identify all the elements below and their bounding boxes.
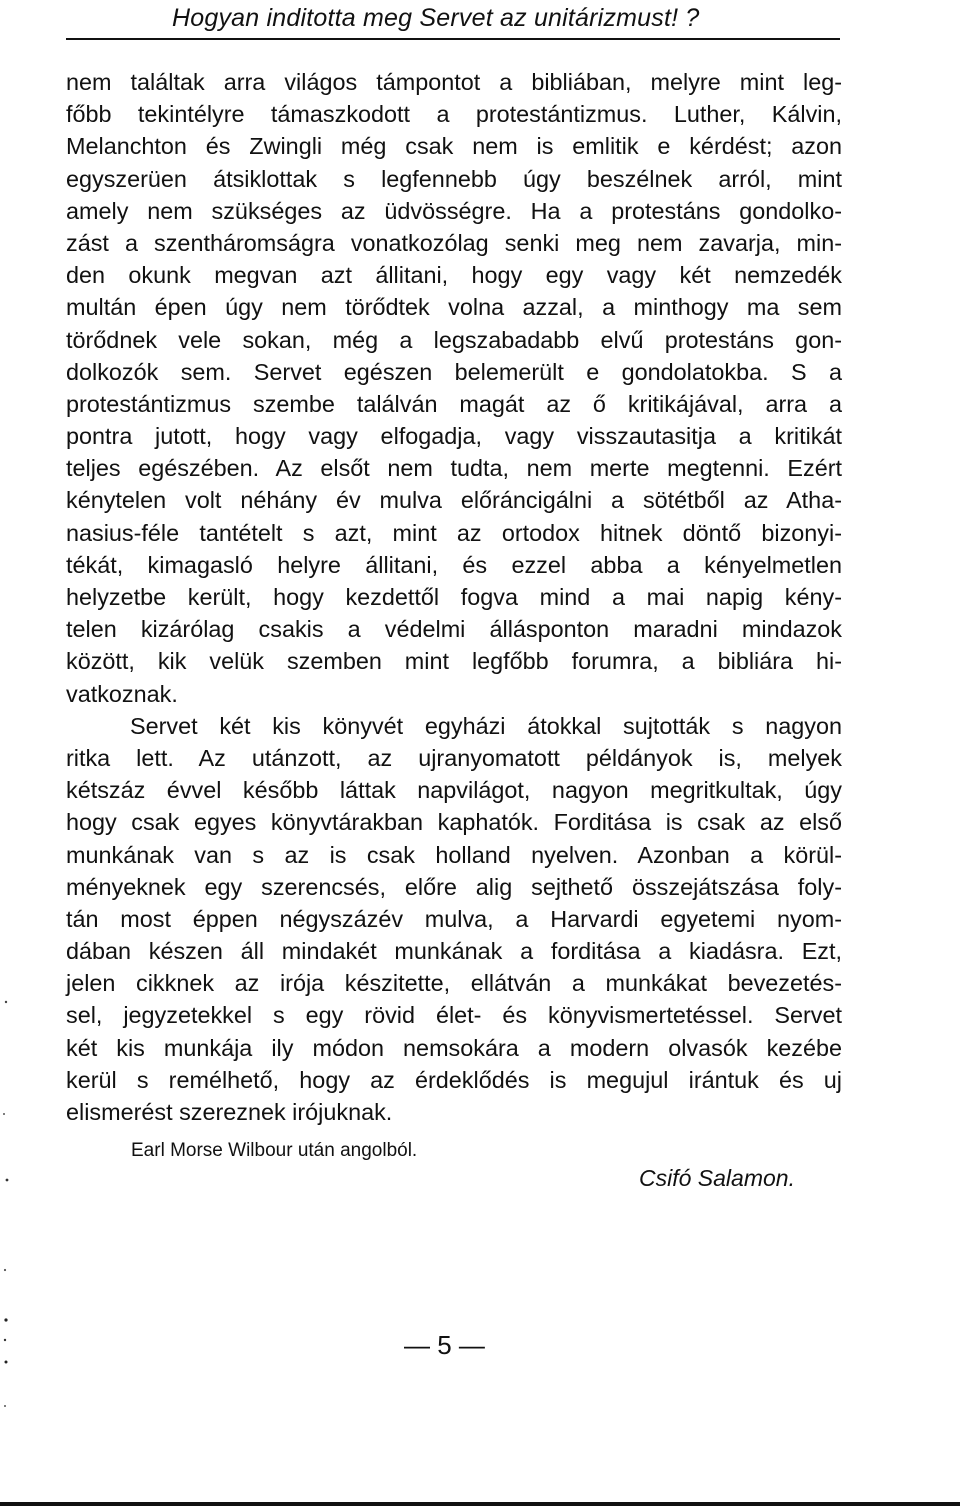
text-line: jelen cikknek az irója készitette, ellátván a munkákat bevezetés- — [66, 970, 842, 997]
text-line: törődnek vele sokan, még a legszabadabb elvű protestáns gon- — [66, 326, 842, 353]
text-line: egyszerüen átsiklottak s legfennebb úgy beszélnek arról, mint — [66, 165, 842, 192]
text-line: telen kizárólag csakis a védelmi állásponton maradni mindazok — [66, 616, 842, 643]
text-line: pontra jutott, hogy vagy elfogadja, vagy visszautasitja a kritikát — [66, 423, 842, 450]
page-number: — 5 — — [404, 1330, 485, 1360]
text-line: helyzetbe került, hogy kezdettől fogva mind a mai napig kény- — [66, 584, 842, 610]
text-line: amely nem szükséges az üdvösségre. Ha a protestáns gondolko- — [66, 197, 842, 224]
text-line: dában készen áll mindakét munkának a forditása a kiadásra. Ezt, — [66, 938, 842, 965]
text-line: tán most éppen négyszázév mulva, a Harvardi egyetemi nyom- — [66, 905, 842, 932]
text-line: két kis munkája ily módon nemsokára a modern olvasók kezébe — [66, 1034, 842, 1061]
paragraph-end-line: vatkoznak. — [66, 680, 178, 707]
paragraph-start-line: Servet két kis könyvét egyházi átokkal sujtották s nagyon — [130, 712, 842, 739]
text-line: zást a szentháromságra vonatkozólag senki meg nem zavarja, min- — [66, 229, 842, 256]
scan-edge-specks — [0, 980, 12, 1460]
text-line: den okunk megvan azt állitani, hogy egy vagy két nemzedék — [66, 262, 842, 289]
scan-bottom-border — [0, 1502, 960, 1506]
text-line: nasius-féle tantételt s azt, mint az ortodox hitnek döntő bizonyi- — [66, 519, 842, 546]
paragraph-end-line: elismerést szereznek irójuknak. — [66, 1099, 393, 1125]
text-line: sel, jegyzetekkel s egy rövid élet- és könyvismertetéssel. Servet — [66, 1002, 842, 1029]
text-line: munkának van s az is csak holland nyelven. Azonban a körül- — [66, 841, 842, 868]
text-line: nem találtak arra világos támpontot a bibliában, melyre mint leg- — [66, 69, 842, 95]
text-line: Melanchton és Zwingli még csak nem is emlitik e kérdést; azon — [66, 133, 842, 160]
text-line: kerül s remélhető, hogy az érdeklődés is megujul irántuk és uj — [66, 1066, 842, 1093]
text-line: ményeknek egy szerencsés, előre alig sejthető összejátszása foly- — [66, 873, 842, 900]
text-line: dolkozók sem. Servet egészen belemerült e gondolatokba. S a — [66, 358, 842, 385]
author-signature: Csifó Salamon. — [639, 1165, 795, 1191]
text-line: kénytelen volt néhány év mulva előráncigálni a sötétből az Atha- — [66, 487, 842, 514]
text-line: multán épen úgy nem törődtek volna azzal, a minthogy ma sem — [66, 294, 842, 321]
article-body — [66, 66, 842, 1128]
translation-source-note: Earl Morse Wilbour után angolból. — [131, 1140, 418, 1161]
text-line: kétszáz évvel később láttak napvilágot, nagyon megritkultak, úgy — [66, 777, 842, 804]
text-line: ritka lett. Az utánzott, az ujranyomatott példányok is, melyek — [66, 744, 842, 771]
text-line: protestántizmus szembe találván magát az ő kritikájával, arra a — [66, 390, 842, 417]
text-line: között, kik velük szemben mint legfőbb forumra, a bibliára hi- — [66, 648, 842, 675]
text-line: hogy csak egyes könyvtárakban kaphatók. Forditása is csak az első — [66, 809, 842, 836]
text-line: tékát, kimagasló helyre állitani, és ezzel abba a kényelmetlen — [66, 551, 842, 578]
text-line: teljes egészében. Az elsőt nem tudta, nem merte megtenni. Ezért — [66, 455, 842, 482]
header-rule — [66, 38, 840, 40]
text-line: főbb tekintélyre támaszkodott a protestántizmus. Luther, Kálvin, — [66, 101, 842, 128]
running-title: Hogyan inditotta meg Servet az unitárizmust! ? — [172, 4, 700, 32]
